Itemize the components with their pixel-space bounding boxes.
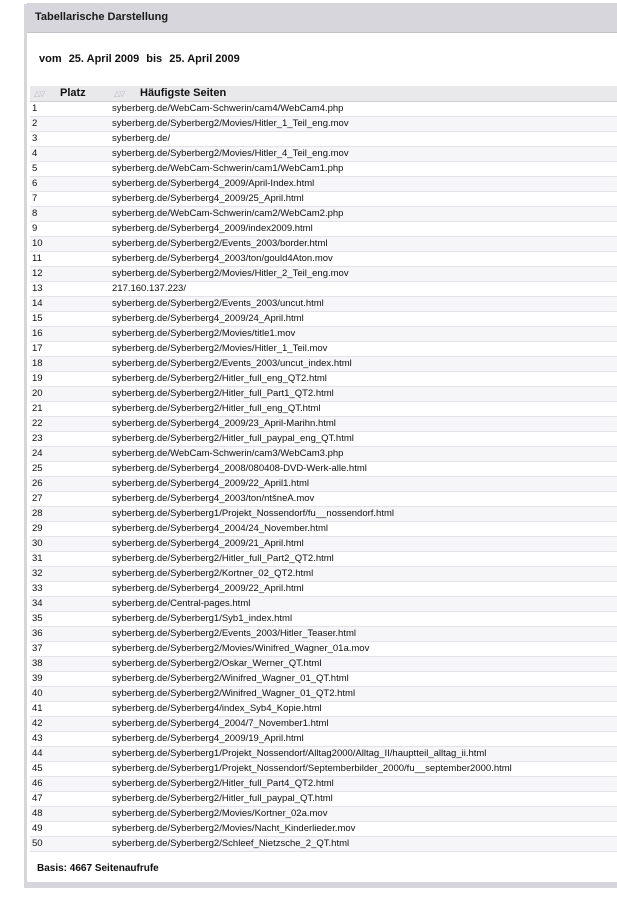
row-page-url: syberberg.de/Syberberg2/Hitler_full_Part4_QT2.html [110,777,617,792]
table-row [30,432,617,447]
row-page-url: syberberg.de/Syberberg2/Kortner_02_QT2.html [110,567,617,582]
column-header-rank[interactable] [30,86,110,102]
row-rank: 4 [30,147,110,162]
panel-title: Tabellarische Darstellung [27,3,617,33]
table-row [30,462,617,477]
table-row [30,282,617,297]
row-rank: 22 [30,417,110,432]
table-row [30,732,617,747]
row-rank: 25 [30,462,110,477]
table-row [30,687,617,702]
date-from: 25. April 2009 [68,53,140,65]
table-row [30,297,617,312]
row-page-url: syberberg.de/Central-pages.html [110,597,617,612]
row-rank: 50 [30,837,110,852]
basis-summary: Basis: 4667 Seitenaufrufe [37,863,159,874]
row-rank: 19 [30,372,110,387]
row-page-url: syberberg.de/Syberberg2/Movies/Nacht_Kinderlieder.mov [110,822,617,837]
column-header-page[interactable] [110,86,617,102]
row-rank: 15 [30,312,110,327]
row-rank: 37 [30,642,110,657]
table-row [30,582,617,597]
row-page-url: syberberg.de/Syberberg4_2009/25_April.html [110,192,617,207]
row-rank: 38 [30,657,110,672]
sort-arrows-icon[interactable]: △▽ [34,89,45,99]
row-page-url: syberberg.de/Syberberg2/Movies/title1.mov [110,327,617,342]
row-page-url: syberberg.de/Syberberg2/Movies/Winifred_Wagner_01a.mov [110,642,617,657]
row-page-url: syberberg.de/Syberberg4_2008/080408-DVD-Werk-alle.html [110,462,617,477]
row-page-url: syberberg.de/ [110,132,617,147]
row-rank: 18 [30,357,110,372]
row-page-url: syberberg.de/Syberberg4_2004/7_November1.html [110,717,617,732]
row-page-url: syberberg.de/Syberberg2/Events_2003/uncut.html [110,297,617,312]
table-row [30,507,617,522]
row-rank: 2 [30,117,110,132]
row-rank: 27 [30,492,110,507]
date-separator: bis [146,53,163,65]
row-rank: 9 [30,222,110,237]
row-page-url: syberberg.de/Syberberg4_2009/April-Index.html [110,177,617,192]
table-row [30,717,617,732]
table-row [30,267,617,282]
table-row [30,102,617,117]
table-header-row [30,86,617,102]
row-page-url: syberberg.de/Syberberg4_2009/23_April-Marihn.html [110,417,617,432]
row-rank: 5 [30,162,110,177]
table-row [30,612,617,627]
sort-arrows-icon[interactable]: △▽ [114,89,125,99]
row-page-url: syberberg.de/Syberberg2/Events_2003/uncut_index.html [110,357,617,372]
table-row [30,657,617,672]
row-rank: 39 [30,672,110,687]
row-page-url: syberberg.de/Syberberg4_2009/21_April.html [110,537,617,552]
row-page-url: syberberg.de/Syberberg2/Movies/Hitler_4_Teil_eng.mov [110,147,617,162]
table-row [30,672,617,687]
table-row [30,177,617,192]
row-rank: 16 [30,327,110,342]
table-row [30,387,617,402]
table-row [30,567,617,582]
table-row [30,417,617,432]
panel-bottom-bar [27,882,617,888]
table-row [30,642,617,657]
row-page-url: syberberg.de/Syberberg4_2003/ton/gould4Aton.mov [110,252,617,267]
row-page-url: syberberg.de/Syberberg1/Syb1_index.html [110,612,617,627]
table-row [30,822,617,837]
table-row [30,342,617,357]
table-row [30,702,617,717]
row-rank: 20 [30,387,110,402]
row-rank: 34 [30,597,110,612]
row-rank: 6 [30,177,110,192]
row-page-url: syberberg.de/Syberberg1/Projekt_Nossendorf/Septemberbilder_2000/fu__september2000.html [110,762,617,777]
table-row [30,252,617,267]
row-page-url: syberberg.de/WebCam-Schwerin/cam4/WebCam4.php [110,102,617,117]
row-rank: 13 [30,282,110,297]
row-page-url: syberberg.de/Syberberg2/Movies/Hitler_2_Teil_eng.mov [110,267,617,282]
row-rank: 8 [30,207,110,222]
column-header-rank-label: Platz [60,87,86,100]
row-page-url: syberberg.de/Syberberg2/Hitler_full_paypal_eng_QT.html [110,432,617,447]
row-page-url: syberberg.de/Syberberg4_2009/22_April.html [110,582,617,597]
date-range [27,51,617,67]
row-rank: 43 [30,732,110,747]
row-rank: 17 [30,342,110,357]
table-row [30,477,617,492]
table-row [30,627,617,642]
table-row [30,117,617,132]
row-rank: 35 [30,612,110,627]
table-row [30,762,617,777]
row-page-url: syberberg.de/Syberberg4/index_Syb4_Kopie.html [110,702,617,717]
row-rank: 42 [30,717,110,732]
row-rank: 26 [30,477,110,492]
table-body [30,102,617,852]
row-page-url: syberberg.de/Syberberg2/Movies/Hitler_1_Teil_eng.mov [110,117,617,132]
row-page-url: syberberg.de/Syberberg2/Winifred_Wagner_01_QT2.html [110,687,617,702]
row-page-url: syberberg.de/Syberberg2/Movies/Hitler_1_Teil.mov [110,342,617,357]
row-rank: 48 [30,807,110,822]
row-rank: 12 [30,267,110,282]
row-page-url: syberberg.de/Syberberg2/Hitler_full_Part2_QT2.html [110,552,617,567]
table-row [30,372,617,387]
row-page-url: syberberg.de/Syberberg4_2009/24_April.html [110,312,617,327]
table-row [30,162,617,177]
top-pages-table [30,86,617,852]
row-rank: 46 [30,777,110,792]
row-page-url: syberberg.de/Syberberg2/Events_2003/Hitler_Teaser.html [110,627,617,642]
table-row [30,222,617,237]
table-row [30,807,617,822]
row-page-url: syberberg.de/Syberberg4_2009/19_April.html [110,732,617,747]
table-row [30,792,617,807]
table-row [30,537,617,552]
table-panel [27,3,617,882]
row-page-url: 217.160.137.223/ [110,282,617,297]
row-rank: 14 [30,297,110,312]
row-rank: 28 [30,507,110,522]
table-row [30,402,617,417]
row-rank: 10 [30,237,110,252]
table-row [30,552,617,567]
row-rank: 30 [30,537,110,552]
date-to: 25. April 2009 [169,53,240,65]
row-rank: 23 [30,432,110,447]
row-page-url: syberberg.de/Syberberg4_2009/index2009.html [110,222,617,237]
row-page-url: syberberg.de/WebCam-Schwerin/cam3/WebCam3.php [110,447,617,462]
row-page-url: syberberg.de/Syberberg2/Hitler_full_Part1_QT2.html [110,387,617,402]
row-page-url: syberberg.de/Syberberg2/Hitler_full_eng_QT.html [110,402,617,417]
table-row [30,237,617,252]
row-page-url: syberberg.de/WebCam-Schwerin/cam1/WebCam1.php [110,162,617,177]
row-rank: 41 [30,702,110,717]
row-rank: 7 [30,192,110,207]
row-page-url: syberberg.de/Syberberg4_2009/22_April1.html [110,477,617,492]
table-row [30,837,617,852]
table-row [30,447,617,462]
row-rank: 33 [30,582,110,597]
row-rank: 3 [30,132,110,147]
table-row [30,597,617,612]
row-page-url: syberberg.de/Syberberg1/Projekt_Nossendorf/fu__nossendorf.html [110,507,617,522]
row-rank: 1 [30,102,110,117]
row-rank: 24 [30,447,110,462]
row-rank: 36 [30,627,110,642]
table-row [30,147,617,162]
row-rank: 47 [30,792,110,807]
table-row [30,312,617,327]
row-page-url: syberberg.de/WebCam-Schwerin/cam2/WebCam2.php [110,207,617,222]
column-header-page-label: Häufigste Seiten [140,87,227,100]
table-row [30,747,617,762]
table-row [30,132,617,147]
row-rank: 45 [30,762,110,777]
table-row [30,327,617,342]
row-page-url: syberberg.de/Syberberg2/Oskar_Werner_QT.html [110,657,617,672]
table-row [30,357,617,372]
row-page-url: syberberg.de/Syberberg2/Schleef_Nietzsche_2_QT.html [110,837,617,852]
row-rank: 32 [30,567,110,582]
row-page-url: syberberg.de/Syberberg4_2004/24_November.html [110,522,617,537]
row-page-url: syberberg.de/Syberberg1/Projekt_Nossendorf/Alltag2000/Alltag_II/hauptteil_alltag_ii.html [110,747,617,762]
table-row [30,492,617,507]
row-page-url: syberberg.de/Syberberg2/Movies/Kortner_02a.mov [110,807,617,822]
row-page-url: syberberg.de/Syberberg2/Winifred_Wagner_01_QT.html [110,672,617,687]
row-rank: 21 [30,402,110,417]
row-rank: 31 [30,552,110,567]
row-rank: 11 [30,252,110,267]
date-from-prefix: vom [39,53,62,65]
table-row [30,192,617,207]
table-row [30,777,617,792]
table-row [30,522,617,537]
row-page-url: syberberg.de/Syberberg2/Hitler_full_paypal_QT.html [110,792,617,807]
row-rank: 49 [30,822,110,837]
row-rank: 40 [30,687,110,702]
row-rank: 29 [30,522,110,537]
table-row [30,207,617,222]
row-page-url: syberberg.de/Syberberg2/Events_2003/border.html [110,237,617,252]
row-page-url: syberberg.de/Syberberg4_2003/ton/ntšneA.mov [110,492,617,507]
row-rank: 44 [30,747,110,762]
row-page-url: syberberg.de/Syberberg2/Hitler_full_eng_QT2.html [110,372,617,387]
